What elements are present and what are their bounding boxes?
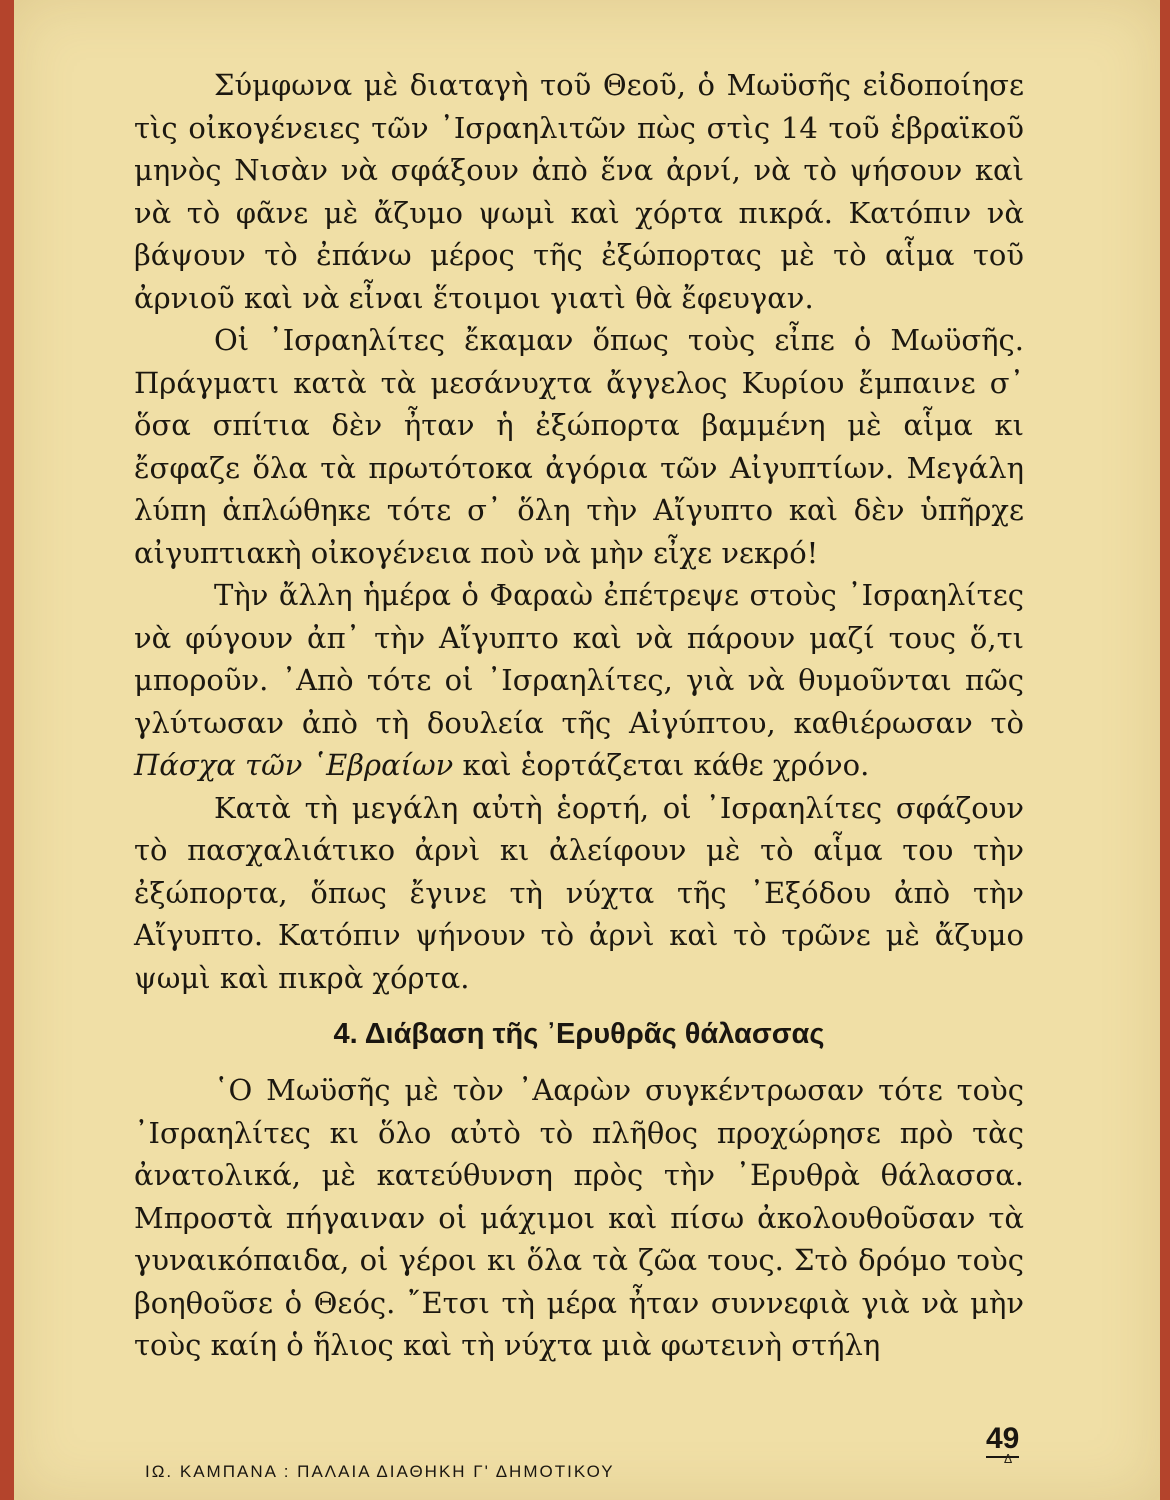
book-page — [14, 0, 1160, 1500]
paragraph-exodus — [134, 574, 1024, 787]
paragraph-firstborn: Οἱ ᾿Ισραηλίτες ἔκαμαν ὅπως τοὺς εἶπε ὁ Μωϋσῆς. Πράγματι κατὰ τὰ μεσάνυχτα ἄγγελος Κυρίου ἔμπαινε σ᾿ ὅσα σπίτια δὲν ἦταν ἡ ἐξώπορτα βαμμένη μὲ αἷμα κι ἔσφαζε ὅλα τὰ πρωτότοκα ἀγόρια τῶν Αἰγυπτίων. Μεγάλη λύπη ἁπλώθηκε τότε σ᾿ ὅλη τὴν Αἴγυπτο καὶ δὲν ὑπῆρχε αἰγυπτιακὴ οἰκογένεια ποὺ νὰ μὴν εἶχε νεκρό! — [134, 323, 1024, 570]
passover-term: Πάσχα τῶν ῾Εβραίων — [134, 748, 454, 782]
paragraph-passover-feast: Κατὰ τὴ μεγάλη αὐτὴ ἑορτή, οἱ ᾿Ισραηλίτες σφάζουν τὸ πασχαλιάτικο ἀρνὶ κι ἀλείφουν μὲ τὸ αἷμα του τὴν ἐξώπορτα, ὅπως ἔγινε τὴ νύχτα τῆς ᾿Εξόδου ἀπὸ τὴν Αἴγυπτο. Κατόπιν ψήνουν τὸ ἀρνὶ καὶ τὸ τρῶνε μὲ ἄζυμο ψωμὶ καὶ πικρὰ χόρτα. — [134, 790, 1024, 995]
page-text — [134, 64, 1024, 1367]
page-number: 49 — [986, 1422, 1019, 1458]
paragraph-passover-instructions: Σύμφωνα μὲ διαταγὴ τοῦ Θεοῦ, ὁ Μωϋσῆς εἰδοποίησε τὶς οἰκογένειες τῶν ᾿Ισραηλιτῶν πὼς στὶς 14 τοῦ ἑβραϊκοῦ μηνὸς Νισὰν νὰ σφάξουν ἀπὸ ἕνα ἀρνί, νὰ τὸ ψήσουν καὶ νὰ τὸ φᾶνε μὲ ἄζυμο ψωμὶ καὶ χόρτα πικρά. Κατόπιν νὰ βάψουν τὸ ἐπάνω μέρος τῆς ἐξώπορτας μὲ τὸ αἷμα τοῦ ἀρνιοῦ καὶ νὰ εἶναι ἕτοιμοι γιατὶ θὰ ἔφευγαν. — [134, 68, 1024, 315]
book-footer: ΙΩ. ΚΑΜΠΑΝΑ : ΠΑΛΑΙΑ ΔΙΑΘΗΚΗ Γ' ΔΗΜΟΤΙΚΟΥ — [145, 1462, 615, 1481]
section-heading: 4. Διάβαση τῆς ᾿Ερυθρᾶς θάλασσας — [333, 1018, 825, 1050]
paragraph-red-sea: ῾Ο Μωϋσῆς μὲ τὸν ᾿Ααρὼν συγκέντρωσαν τότε τοὺς ᾿Ισραηλίτες κι ὅλο αὐτὸ τὸ πλῆθος προχώρησε πρὸ τὰς ἀνατολικά, μὲ κατεύθυνση πρὸς τὴν ᾿Ερυθρὰ θάλασσα. Μπροστὰ πήγαιναν οἱ μάχιμοι καὶ πίσω ἀκολουθοῦσαν τὰ γυναικόπαιδα, οἱ γέροι κι ὅλα τὰ ζῶα τους. Στὸ δρόμο τοὺς βοηθοῦσε ὁ Θεός. ῎Ετσι τὴ μέρα ἦταν συννεφιὰ γιὰ νὰ μὴν τοὺς καίη ὁ ἥλιος καὶ τὴ νύχτα μιὰ φωτεινὴ στήλη — [134, 1073, 1024, 1362]
signature-mark: Δ — [1004, 1452, 1013, 1466]
paragraph-exodus-end: καὶ ἑορτάζεται κάθε χρόνο. — [453, 748, 870, 782]
paragraph-exodus-text: Τὴν ἄλλη ἡμέρα ὁ Φαραὼ ἐπέτρεψε στοὺς ᾿Ισραηλίτες νὰ φύγουν ἀπ᾿ τὴν Αἴγυπτο καὶ νὰ πάρουν μαζί τους ὅ,τι μποροῦν. ᾿Απὸ τότε οἱ ᾿Ισραηλίτες, γιὰ νὰ θυμοῦνται πῶς γλύτωσαν ἀπὸ τὴ δουλεία τῆς Αἰγύπτου, καθιέρωσαν τὸ — [134, 578, 1024, 740]
